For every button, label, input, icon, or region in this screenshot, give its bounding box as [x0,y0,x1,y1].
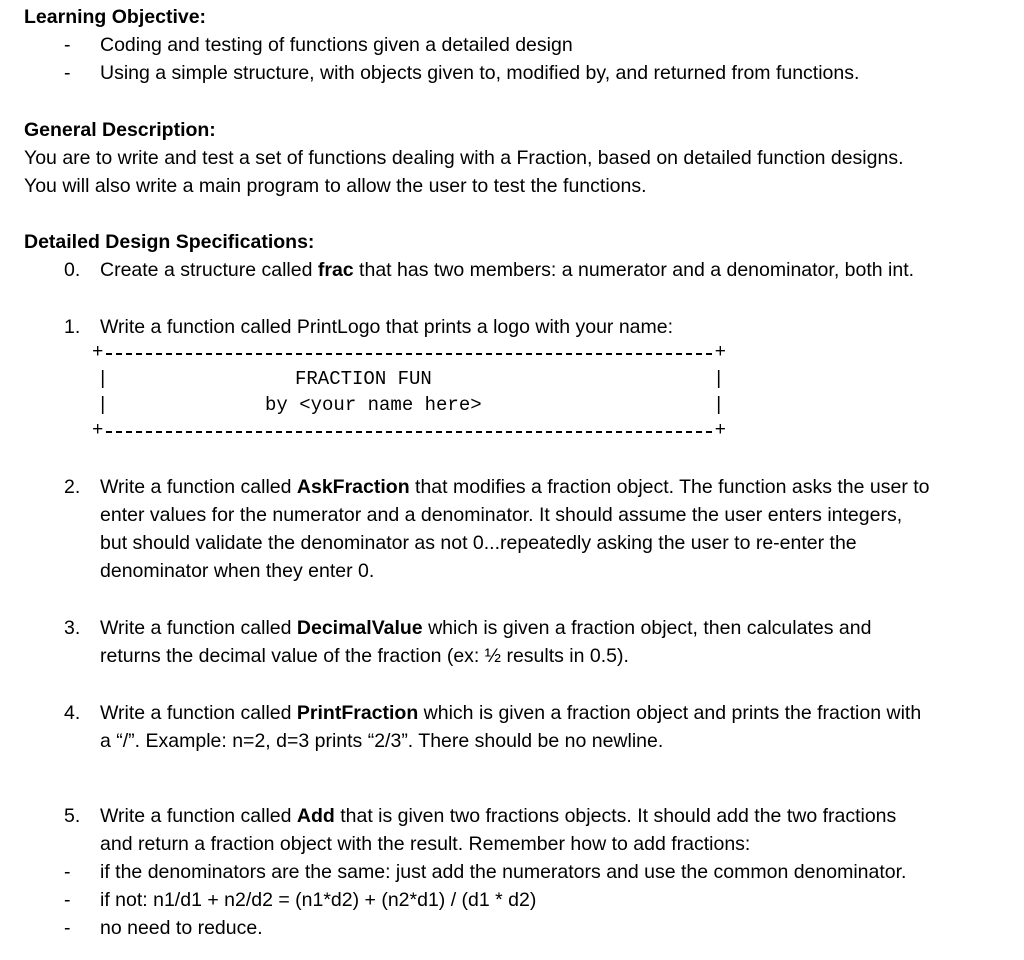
learning-objective-heading: Learning Objective: [24,6,207,28]
add-rule-bullet: no need to reduce. [100,917,263,939]
detailed-design-heading: Detailed Design Specifications: [24,231,315,253]
bullet-dash: - [64,917,71,939]
list-number: 2. [64,476,81,498]
list-number: 4. [64,702,81,724]
add-rule-bullet: if the denominators are the same: just add the numerators and use the common denominator. [100,861,907,883]
learning-objective-item: Using a simple structure, with objects given to, modified by, and returned from functions. [100,62,860,84]
general-description-line: You will also write a main program to allow the user to test the functions. [24,175,647,197]
logo-side: | [97,368,109,390]
list-number: 1. [64,316,81,338]
spec-item-1: Write a function called PrintLogo that prints a logo with your name: [100,316,674,338]
logo-title: FRACTION FUN [295,368,432,390]
list-number: 3. [64,617,81,639]
spec-item-5-line: Write a function called Add that is given two fractions objects. It should add the two fractions [100,805,897,827]
list-number: 0. [64,259,81,281]
spec-item-5-line: and return a fraction object with the result. Remember how to add fractions: [100,833,751,855]
bullet-dash: - [64,889,71,911]
bullet-dash: - [64,34,71,56]
logo-byline: by <your name here> [265,394,482,416]
general-description-heading: General Description: [24,119,216,141]
spec-item-0: Create a structure called frac that has two members: a numerator and a denominator, both int. [100,259,915,281]
spec-item-2-line: denominator when they enter 0. [100,560,375,582]
spec-item-4-line: Write a function called PrintFraction which is given a fraction object and prints the fraction with [100,702,922,724]
logo-side: | [97,394,109,416]
logo-side: | [713,368,725,390]
learning-objective-item: Coding and testing of functions given a detailed design [100,34,573,56]
spec-item-2-line: Write a function called AskFraction that modifies a fraction object. The function asks the user to [100,476,930,498]
logo-bottom-border: + + [92,419,726,441]
logo-side: | [713,394,725,416]
list-number: 5. [64,805,81,827]
bullet-dash: - [64,861,71,883]
bullet-dash: - [64,62,71,84]
spec-item-2-line: enter values for the numerator and a denominator. It should assume the user enters integers, [100,504,903,526]
spec-item-3-line: Write a function called DecimalValue which is given a fraction object, then calculates and [100,617,872,639]
general-description-line: You are to write and test a set of functions dealing with a Fraction, based on detailed function designs. [24,147,904,169]
add-rule-bullet: if not: n1/d1 + n2/d2 = (n1*d2) + (n2*d1) / (d1 * d2) [100,889,537,911]
spec-item-3-line: returns the decimal value of the fraction (ex: ½ results in 0.5). [100,645,629,667]
spec-item-4-line: a “/”. Example: n=2, d=3 prints “2/3”. There should be no newline. [100,730,664,752]
logo-top-border: + + [92,341,726,363]
spec-item-2-line: but should validate the denominator as not 0...repeatedly asking the user to re-enter the [100,532,857,554]
